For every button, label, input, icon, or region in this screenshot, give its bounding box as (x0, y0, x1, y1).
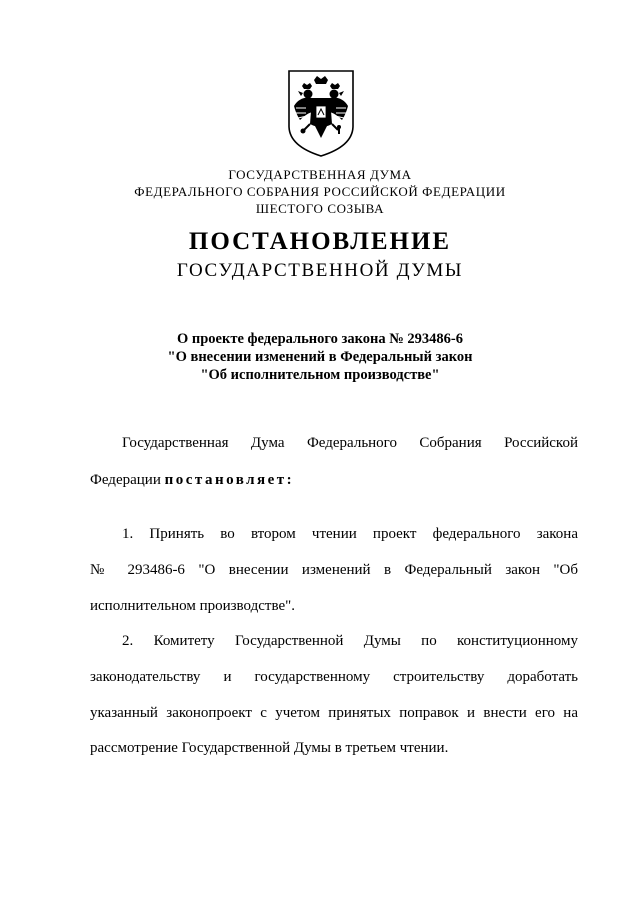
document-type-title: ПОСТАНОВЛЕНИЕ (188, 228, 452, 255)
preamble-federation: Федерации (90, 472, 165, 488)
double-headed-eagle-icon (286, 68, 356, 158)
item-2-line-3: указанный законопроект с учетом принятых поправок и внести его на (90, 705, 578, 721)
preamble-line-2 (90, 470, 578, 490)
header-line-duma: ГОСУДАРСТВЕННАЯ ДУМА (228, 167, 412, 182)
coat-of-arms-emblem (286, 68, 356, 158)
subject-line-1: О проекте федерального закона № 293486-6 (176, 331, 464, 347)
item-1-line-2: № 293486-6 "О внесении изменений в Федеральный закон "Об (90, 562, 578, 578)
item-1-line-3: исполнительном производстве". (90, 598, 295, 614)
subject-line-2: "О внесении изменений в Федеральный закон (167, 349, 473, 365)
item-2-line-2: законодательству и государственному строительству доработать (90, 669, 578, 685)
item-2-line-4: рассмотрение Государственной Думы в третьем чтении. (90, 740, 449, 756)
preamble-line-1: Государственная Дума Федерального Собрания Российской (122, 435, 578, 451)
header-line-convocation: ШЕСТОГО СОЗЫВА (255, 201, 385, 216)
item-2-line-1: 2. Комитету Государственной Думы по конституционному (122, 633, 578, 649)
preamble-resolves: постановляет: (164, 472, 295, 488)
header-line-federal-assembly: ФЕДЕРАЛЬНОГО СОБРАНИЯ РОССИЙСКОЙ ФЕДЕРАЦИИ (134, 184, 506, 199)
subject-line-3: "Об исполнительном производстве" (200, 367, 440, 383)
item-1-line-1: 1. Принять во втором чтении проект федерального закона (122, 526, 578, 542)
document-issuer-title: ГОСУДАРСТВЕННОЙ ДУМЫ (176, 260, 464, 281)
